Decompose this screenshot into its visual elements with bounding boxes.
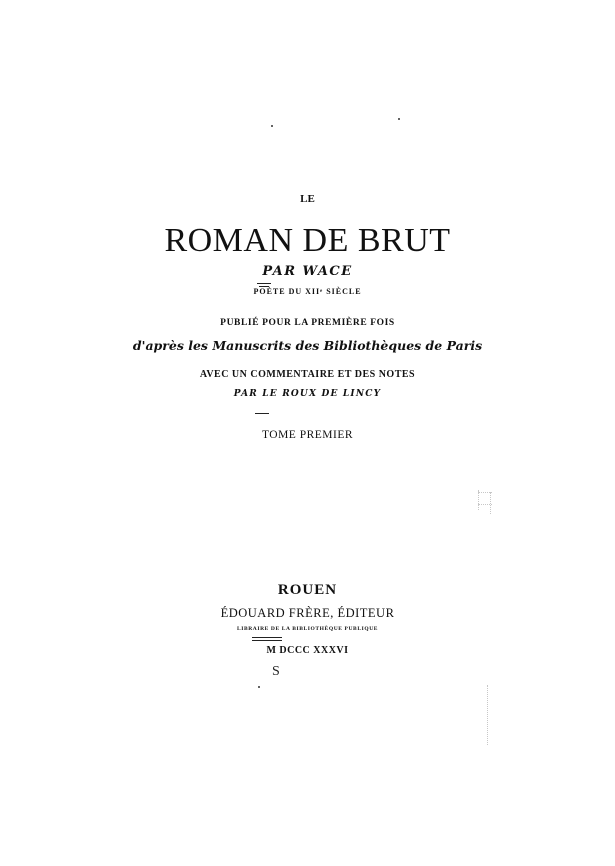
imprint-city: ROUEN bbox=[277, 582, 338, 598]
imprint-publisher: ÉDOUARD FRÈRE, ÉDITEUR bbox=[220, 606, 395, 620]
show-through-marks bbox=[490, 492, 491, 514]
commentary-line: AVEC UN COMMENTAIRE ET DES NOTES bbox=[199, 369, 416, 380]
sources-line: d'après les Manuscrits des Bibliothèques de Paris bbox=[132, 338, 483, 353]
editor-line: PAR LE ROUX DE LINCY bbox=[233, 389, 382, 399]
author-line: PAR WACE bbox=[262, 264, 353, 279]
imprint-year: M DCCC XXXVI bbox=[266, 645, 349, 656]
double-rule bbox=[252, 640, 282, 641]
double-rule bbox=[252, 637, 282, 638]
pencil-mark: S bbox=[272, 664, 280, 679]
published-line: PUBLIÉ POUR LA PREMIÈRE FOIS bbox=[220, 318, 395, 328]
poet-line: POÈTE DU XIIᵉ SIÈCLE bbox=[253, 287, 362, 296]
decorative-rule bbox=[257, 283, 271, 284]
show-through-marks bbox=[478, 492, 492, 493]
show-through-marks bbox=[478, 504, 492, 505]
imprint-publisher-role: LIBRAIRE DE LA BIBLIOTHÈQUE PUBLIQUE bbox=[236, 626, 379, 632]
book-title: ROMAN DE BRUT bbox=[164, 222, 451, 259]
separator-rule bbox=[255, 413, 269, 414]
show-through-marks bbox=[487, 685, 488, 745]
ink-speck bbox=[271, 125, 273, 127]
volume-line: TOME PREMIER bbox=[261, 429, 354, 441]
title-article: LE bbox=[300, 193, 315, 205]
show-through-marks bbox=[478, 490, 479, 510]
ink-speck bbox=[258, 686, 260, 688]
ink-speck bbox=[398, 118, 400, 120]
